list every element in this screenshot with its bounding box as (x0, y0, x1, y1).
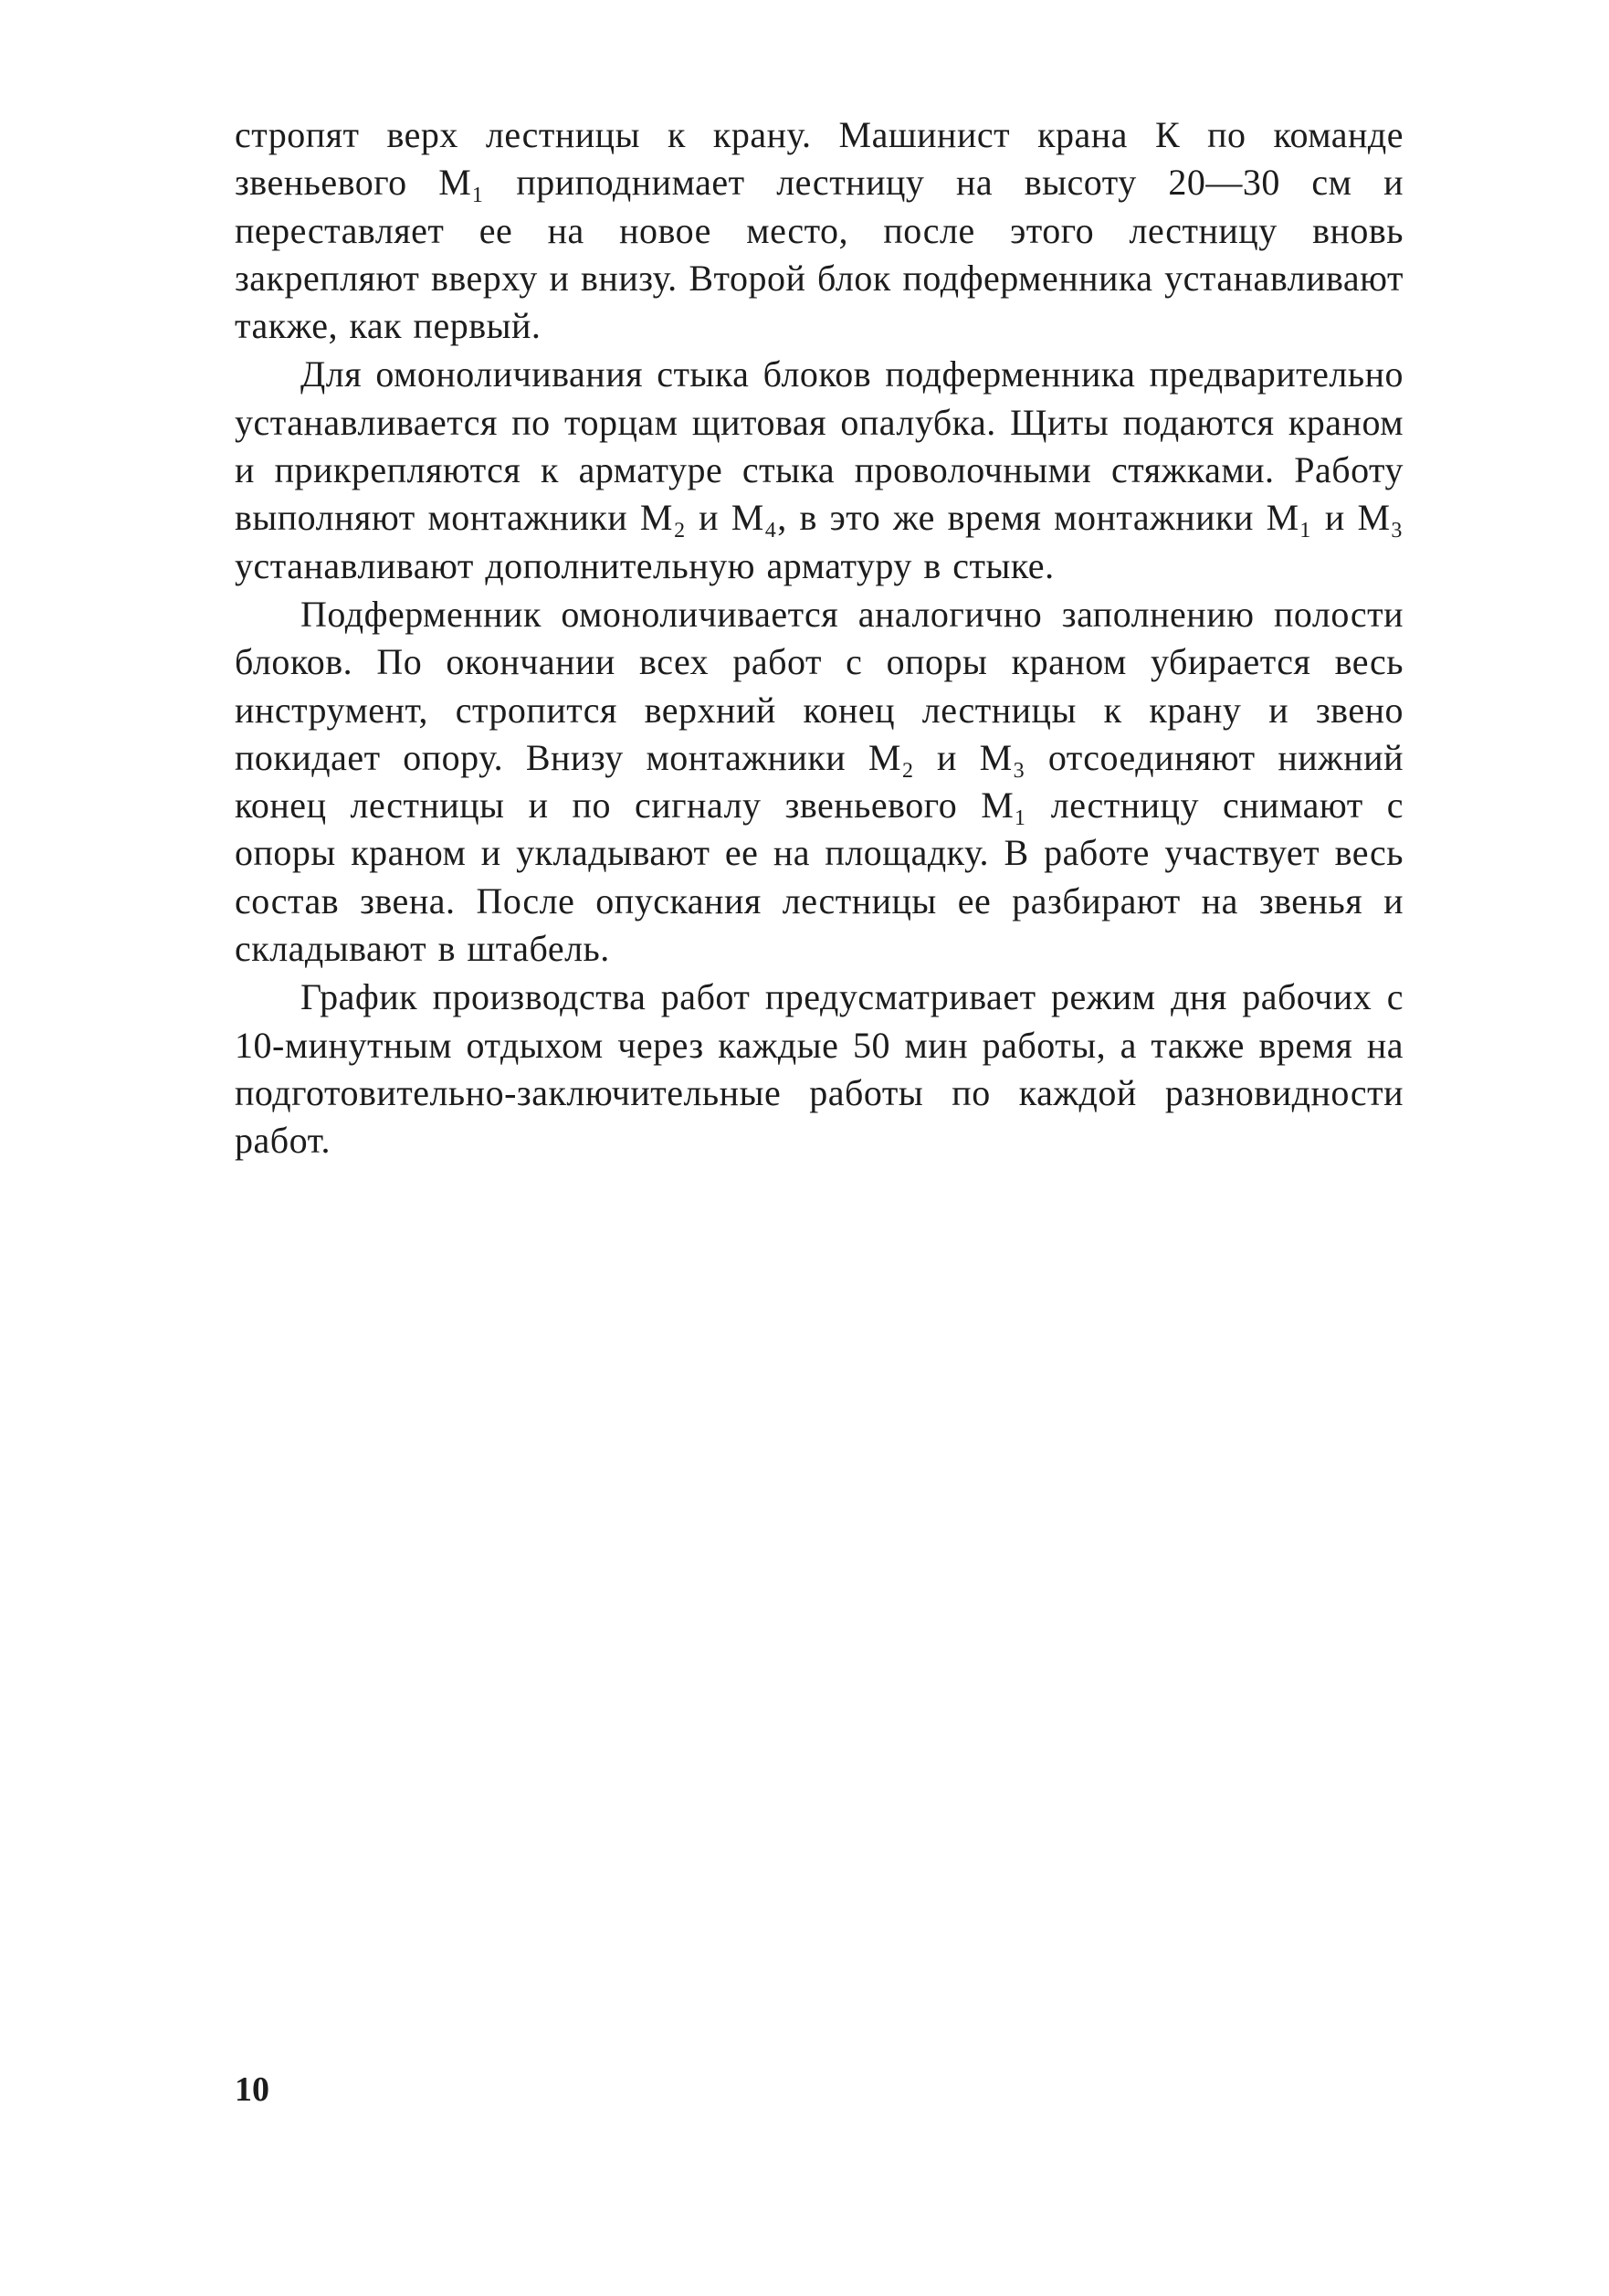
body-text (235, 111, 1404, 1165)
paragraph-3: Подферменник омоноличивается аналогично заполнению полости блоков. По окончании всех работ с опоры краном убирается весь инструмент, стропится верхний конец лестницы к крану и звено покидает опору. Внизу монтажники М₂ и М₃ отсоединяют нижний конец лестницы и по сигналу звеньевого М₁ лестницу снимают с опоры краном и укладывают ее на площадку. В работе участвует весь состав звена. После опускания лестницы ее разбирают на звенья и складывают в штабель. (235, 593, 1404, 970)
paragraph-4: График производства работ предусматривает режим дня рабочих с 10-минутным отдыхом через каждые 50 мин работы, а также время на подготовительно-заключительные работы по каждой разновидности работ. (235, 976, 1404, 1162)
paragraph-2: Для омоноличивания стыка блоков подферменника предварительно устанавливается по торцам щитовая опалубка. Щиты подаются краном и прикрепляются к арматуре стыка проволочными стяжками. Работу выполняют монтажники М₂ и М₄, в это же время монтажники М₁ и М₃ устанавливают дополнительную арматуру в стыке. (235, 353, 1404, 586)
paragraph-1: стропят верх лестницы к крану. Машинист крана К по команде звеньевого М₁ приподнимает лестницу на высоту 20—30 см и переставляет ее на новое место, после этого лестницу вновь закрепляют вверху и внизу. Второй блок подферменника устанавливают также, как первый. (235, 114, 1404, 347)
page-number: 10 (235, 2070, 269, 2109)
